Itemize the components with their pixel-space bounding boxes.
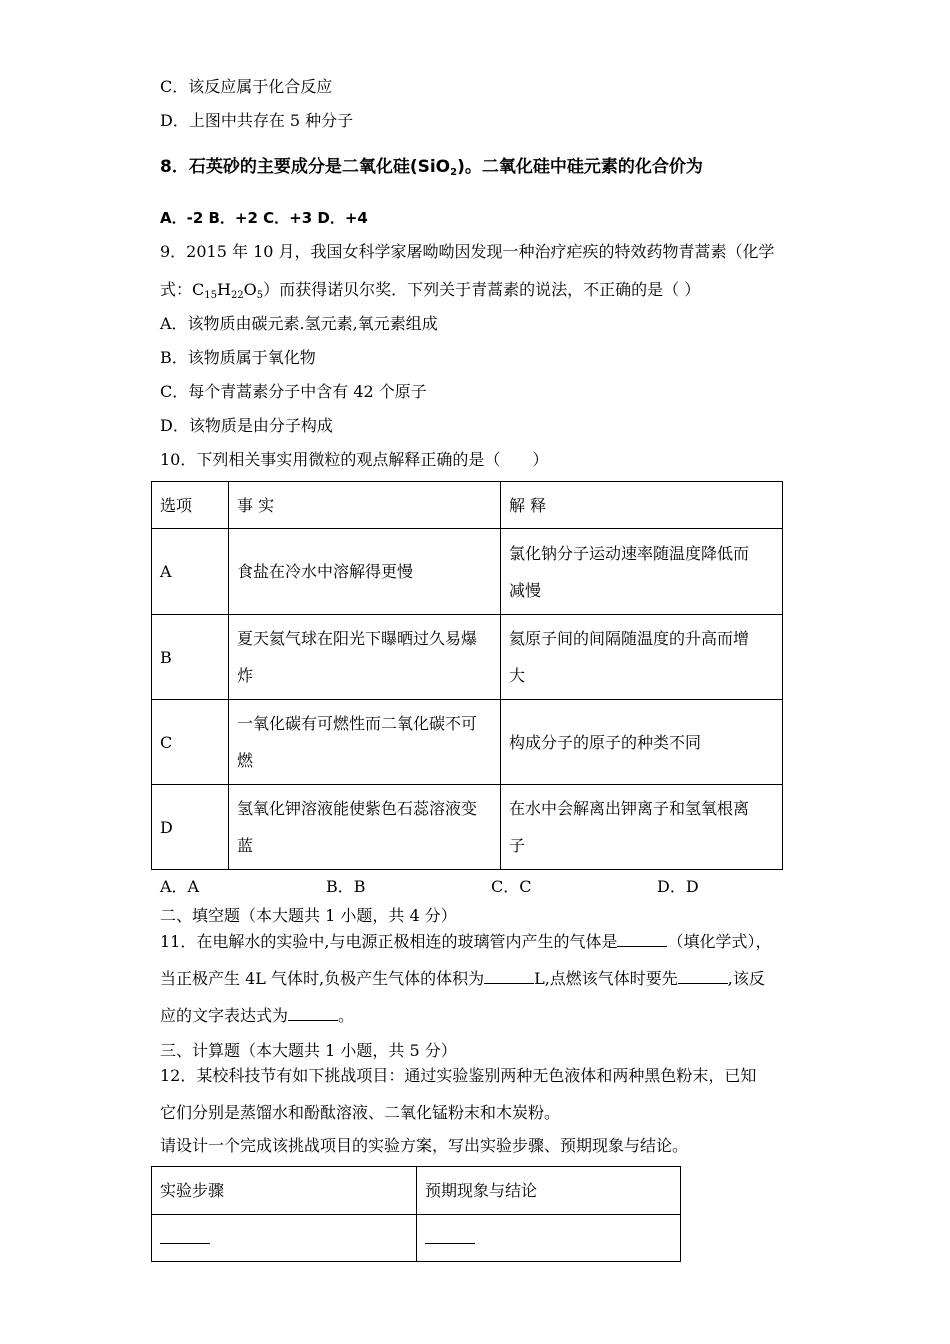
q9-option-b: B．该物质属于氧化物	[160, 348, 316, 367]
q8-stem: 8．石英砂的主要成分是二氧化硅(SiO$_2$)。二氧化硅中硅元素的化合价为	[160, 157, 703, 178]
header-steps: 实验步骤	[152, 1167, 417, 1215]
section3-title: 三、计算题（本大题共 1 小题，共 5 分）	[160, 1041, 457, 1060]
q11-line1: 11．在电解水的实验中,与电源正极相连的玻璃管内产生的气体是 （填化学式），	[160, 932, 772, 951]
row-explain: 氦原子间的间隔随温度的升高而增 大	[501, 615, 783, 700]
q7-option-d: D．上图中共存在 5 种分子	[160, 111, 354, 130]
header-explain: 解 释	[501, 482, 783, 529]
q9-option-a: A．该物质由碳元素.氢元素,氧元素组成	[160, 314, 438, 333]
header-results: 预期现象与结论	[417, 1167, 681, 1215]
row-fact: 氢氧化钾溶液能使紫色石蕊溶液变 蓝	[229, 785, 501, 870]
row-option: A	[152, 529, 229, 615]
row-fact: 食盐在冷水中溶解得更慢	[229, 529, 501, 615]
row-explain: 氯化钠分子运动速率随温度降低而 减慢	[501, 529, 783, 615]
q12-table	[151, 1166, 681, 1262]
q9-stem-line2: 式：$C_{15}H_{22}O_5$）而获得诺贝尔奖．下列关于青蒿素的说法，不正确的是（ ）	[160, 280, 701, 301]
header-fact: 事 实	[229, 482, 501, 529]
row-fact: 一氧化碳有可燃性而二氧化碳不可 燃	[229, 700, 501, 785]
row-option: D	[152, 785, 229, 870]
results-blank-cell	[417, 1215, 681, 1262]
q10-answer-c: C．C	[491, 877, 532, 896]
table-header-row	[152, 1167, 681, 1215]
row-explain: 构成分子的原子的种类不同	[501, 700, 783, 785]
table-row	[152, 700, 783, 785]
q11-line3: 应的文字表达式为 。	[160, 1006, 355, 1025]
q10-stem: 10．下列相关事实用微粒的观点解释正确的是（ ）	[160, 450, 549, 469]
header-option: 选项	[152, 482, 229, 529]
q11-line2: 当正极产生 4L 气体时,负极产生气体的体积为 L,点燃该气体时要先 ,该反	[160, 969, 765, 988]
q10-answer-a: A．A	[160, 877, 200, 896]
row-fact: 夏天氦气球在阳光下曝晒过久易爆 炸	[229, 615, 501, 700]
q9-stem-line1: 9．2015 年 10 月，我国女科学家屠呦呦因发现一种治疗疟疾的特效药物青蒿素（化学	[160, 242, 775, 261]
section2-title: 二、填空题（本大题共 1 小题，共 4 分）	[160, 906, 457, 925]
q12-line1: 12．某校科技节有如下挑战项目：通过实验鉴别两种无色液体和两种黑色粉末，已知	[160, 1066, 757, 1085]
q10-answer-b: B．B	[326, 877, 366, 896]
table-header-row	[152, 482, 783, 529]
table-row	[152, 1215, 681, 1262]
table-row	[152, 529, 783, 615]
row-option: B	[152, 615, 229, 700]
table-row	[152, 785, 783, 870]
table-row	[152, 615, 783, 700]
steps-blank-cell	[152, 1215, 417, 1262]
q10-answer-d: D．D	[657, 877, 699, 896]
q10-table	[151, 481, 783, 870]
q12-line2: 它们分别是蒸馏水和酚酞溶液、二氧化锰粉末和木炭粉。	[160, 1103, 561, 1122]
row-explain: 在水中会解离出钾离子和氢氧根离 子	[501, 785, 783, 870]
q12-line3: 请设计一个完成该挑战项目的实验方案，写出实验步骤、预期现象与结论。	[160, 1136, 689, 1155]
q9-option-c: C．每个青蒿素分子中含有 42 个原子	[160, 382, 427, 401]
q7-option-c: C．该反应属于化合反应	[160, 77, 333, 96]
q9-option-d: D．该物质是由分子构成	[160, 416, 333, 435]
q8-options: A．-2 B．+2 C．+3 D．+4	[160, 209, 368, 227]
row-option: C	[152, 700, 229, 785]
